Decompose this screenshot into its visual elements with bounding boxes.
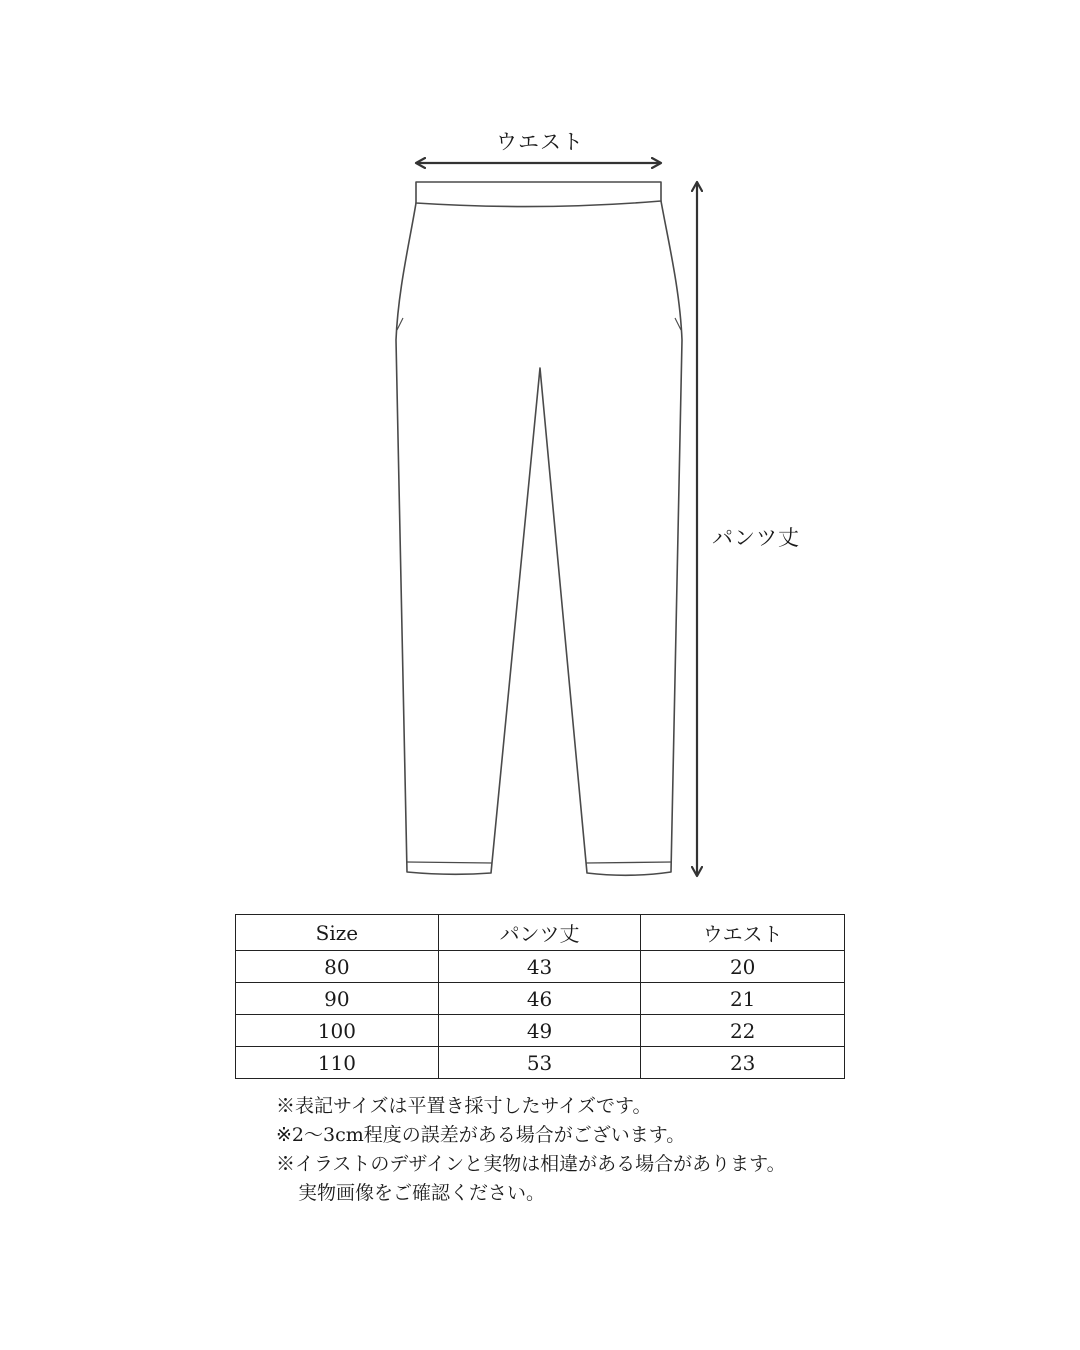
size-table — [235, 914, 845, 1079]
pants-outline — [396, 201, 682, 875]
table-row — [236, 1015, 845, 1047]
cell-pants-length: 49 — [438, 1015, 641, 1047]
cell-pants-length: 53 — [438, 1047, 641, 1079]
cell-size: 80 — [236, 951, 439, 983]
table-header-row — [236, 915, 845, 951]
cell-size: 110 — [236, 1047, 439, 1079]
waistband-outline — [416, 182, 661, 207]
pants-length-label: パンツ丈 — [712, 526, 800, 550]
waist-label: ウエスト — [496, 130, 584, 154]
cell-size: 100 — [236, 1015, 439, 1047]
table-row — [236, 1047, 845, 1079]
cell-waist: 21 — [641, 983, 845, 1015]
cell-pants-length: 46 — [438, 983, 641, 1015]
cell-waist: 22 — [641, 1015, 845, 1047]
note-check-photos: 実物画像をご確認ください。 — [298, 1182, 546, 1204]
cell-waist: 20 — [641, 951, 845, 983]
note-measurement-method: ※表記サイズは平置き採寸したサイズです。 — [276, 1095, 652, 1117]
note-illustration-difference: ※イラストのデザインと実物は相違がある場合があります。 — [276, 1153, 786, 1175]
note-tolerance: ※2～3cm程度の誤差がある場合がございます。 — [276, 1124, 686, 1146]
header-waist: ウエスト — [641, 915, 845, 951]
size-notes — [276, 1092, 786, 1208]
header-size: Size — [236, 915, 439, 951]
left-hem-line — [407, 862, 492, 863]
cell-size: 90 — [236, 983, 439, 1015]
table-row — [236, 983, 845, 1015]
table-row — [236, 951, 845, 983]
right-hem-line — [586, 862, 672, 863]
cell-waist: 23 — [641, 1047, 845, 1079]
header-pants-length: パンツ丈 — [438, 915, 641, 951]
cell-pants-length: 43 — [438, 951, 641, 983]
